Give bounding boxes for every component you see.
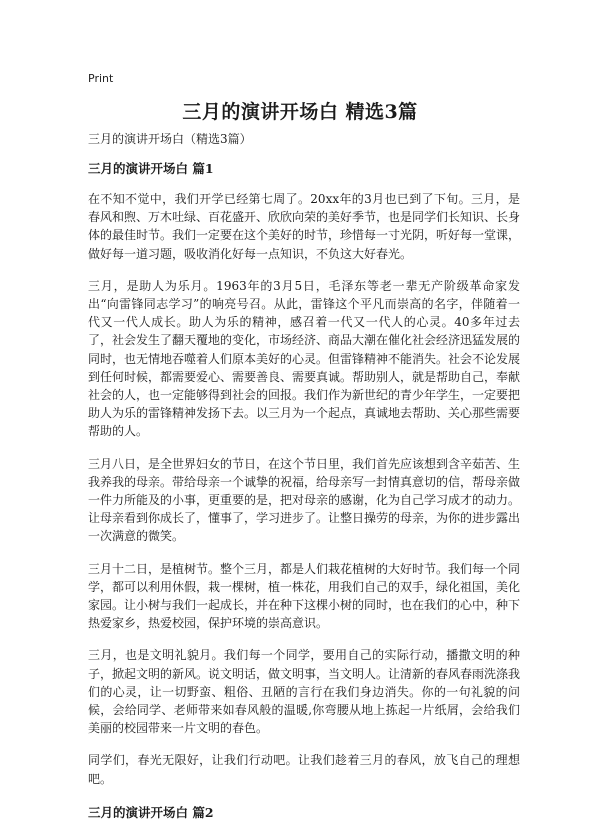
- paragraph: 三月，是助人为乐月。1963年的3月5日，毛泽东等老一辈无产阶级革命家发出“向雷锋同志学习”的响亮号召。从此，雷锋这个平凡而崇高的名字，伴随着一代又一代人成长。助人为乐的精神，感召着一代又一代人的心灵。40多年过去了，社会发生了翻天覆地的变化，市场经济、商品大潮在催化社会经济迅猛发展的同时，也无情地吞噬着人们原本美好的心灵。但雷锋精神不能消失。社会不论发展到任何时候，都需要爱心、需要善良、需要真诚。帮助别人，就是帮助自己，奉献社会的人，也一定能够得到社会的回报。我们作为新世纪的青少年学生，一定要把助人为乐的雷锋精神发扬下去。以三月为一个起点，真诚地去帮助、关心那些需要帮助的人。: [88, 278, 521, 439]
- paragraph: 在不知不觉中，我们开学已经第七周了。20xx年的3月也已到了下旬。三月，是春风和煦、万木吐绿、百花盛开、欣欣向荣的美好季节，也是同学们长知识、长身体的最佳时节。我们一定要在这个美好的时节，珍惜每一寸光阴，听好每一堂课，做好每一道习题，吸收消化好每一点知识，不负这大好春光。: [88, 192, 521, 261]
- paragraph: 三月八日，是全世界妇女的节日，在这个节日里，我们首先应该想到含辛茹苦、生我养我的母亲。带给母亲一个诚挚的祝福，给母亲写一封情真意切的信，帮母亲做一件力所能及的小事，更重要的是，把对母亲的感谢，化为自己学习成才的动力。让母亲看到你成长了，懂事了，学习进步了。让整日操劳的母亲，为你的进步露出一次满意的微笑。: [88, 456, 521, 544]
- print-link[interactable]: Print: [88, 72, 114, 85]
- paragraph: 同学们，春光无限好，让我们行动吧。让我们趁着三月的春风，放飞自己的理想吧。: [88, 753, 520, 786]
- paragraph: 三月十二日，是植树节。整个三月，都是人们栽花植树的大好时节。我们每一个同学，都可以利用休假，栽一棵树，植一株花，用我们自己的双手，绿化祖国，美化家园。让小树与我们一起成长，并在种下这棵小树的同时，也在我们的心中，种下热爱家乡，热爱校园，保护环境的崇高意识。: [88, 561, 521, 631]
- paragraph: 三月，也是文明礼貌月。我们每一个同学，要用自己的实际行动，播撒文明的种子，掀起文明的新风。说文明话，做文明事，当文明人。让清新的春风春雨洗涤我们的心灵，让一切野蛮、粗俗、丑陋的言行在我们身边消失。你的一句礼貌的问候，会给同学、老师带来如春风般的温暖,你弯腰从地上拣起一片纸屑，会给我们美丽的校园带来一片文明的春色。: [88, 648, 521, 736]
- document-subtitle: 三月的演讲开场白（精选3篇）: [88, 132, 252, 146]
- section-heading-1: 三月的演讲开场白 篇1: [88, 161, 214, 176]
- section-heading-2: 三月的演讲开场白 篇2: [88, 804, 214, 820]
- document-body: [88, 160, 520, 834]
- page-title: 三月的演讲开场白 精选3篇: [182, 101, 418, 123]
